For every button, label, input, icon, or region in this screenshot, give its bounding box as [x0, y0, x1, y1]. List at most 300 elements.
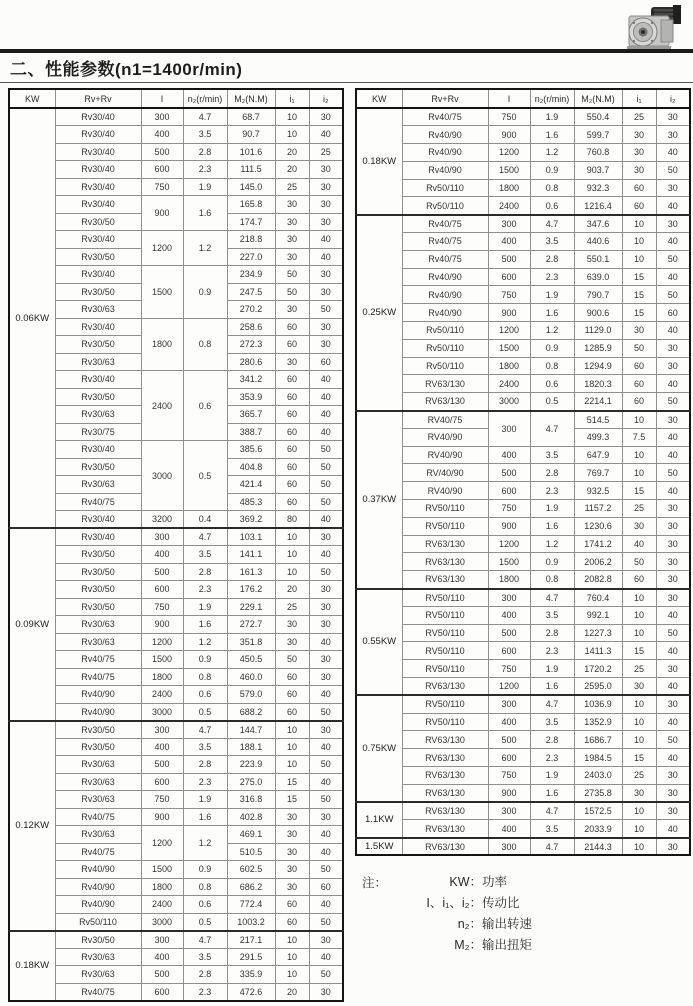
value-cell: 30: [275, 213, 309, 231]
value-cell: 30: [309, 651, 343, 669]
value-cell: 769.7: [574, 464, 622, 482]
value-cell: 291.5: [227, 948, 275, 966]
value-cell: 40: [309, 126, 343, 144]
value-cell: 599.7: [574, 126, 622, 144]
table-row: [356, 589, 690, 607]
value-cell: 144.7: [227, 721, 275, 739]
value-cell: 20: [275, 143, 309, 161]
note-term: n₂：: [457, 917, 482, 931]
value-cell: 275.0: [227, 773, 275, 791]
value-cell: 10: [622, 695, 656, 713]
top-divider: [0, 49, 693, 53]
model-cell: RV63/130: [402, 571, 488, 589]
value-cell: 400: [141, 126, 183, 144]
value-cell: 2.8: [183, 563, 227, 581]
value-cell: 40: [309, 948, 343, 966]
value-cell: 30: [275, 248, 309, 266]
value-cell: 258.6: [227, 318, 275, 336]
value-cell: 30: [309, 721, 343, 739]
value-cell: 10: [622, 589, 656, 607]
value-cell: 300: [141, 528, 183, 546]
value-cell: 50: [656, 393, 690, 411]
table-row: [356, 731, 690, 749]
value-cell: 3.5: [183, 126, 227, 144]
value-cell: 30: [309, 108, 343, 126]
table-row: [9, 861, 343, 879]
value-cell: 0.5: [183, 703, 227, 721]
value-cell: 400: [488, 446, 530, 464]
model-cell: Rv30/40: [55, 528, 141, 546]
model-cell: Rv30/40: [55, 266, 141, 284]
value-cell: 10: [275, 546, 309, 564]
table-row: [9, 598, 343, 616]
value-cell: 1500: [141, 861, 183, 879]
model-cell: RV63/130: [402, 535, 488, 553]
value-cell: 30: [309, 336, 343, 354]
value-cell: 10: [275, 721, 309, 739]
value-cell: 469.1: [227, 826, 275, 844]
value-cell: 20: [275, 161, 309, 179]
table-row: [356, 197, 690, 215]
table-row: [9, 633, 343, 651]
value-cell: 500: [141, 563, 183, 581]
value-cell: 40: [309, 423, 343, 441]
value-cell: 1200: [488, 322, 530, 340]
value-cell: 2.8: [530, 464, 574, 482]
model-cell: Rv30/63: [55, 791, 141, 809]
model-cell: Rv40/90: [55, 686, 141, 704]
table-row: [356, 161, 690, 179]
model-cell: RV50/110: [402, 624, 488, 642]
value-cell: 30: [309, 598, 343, 616]
value-cell: 4.7: [183, 931, 227, 949]
value-cell: 10: [275, 966, 309, 984]
value-cell: 60: [275, 441, 309, 459]
value-cell: 30: [622, 678, 656, 696]
column-header: i₁: [622, 89, 656, 108]
note-term: KW：: [449, 875, 482, 889]
table-row: [9, 528, 343, 546]
model-cell: Rv30/40: [55, 126, 141, 144]
value-cell: 30: [309, 616, 343, 634]
value-cell: 3.5: [183, 546, 227, 564]
value-cell: 0.6: [183, 371, 227, 441]
value-cell: 2.8: [530, 624, 574, 642]
value-cell: 3.5: [530, 446, 574, 464]
model-cell: RV50/110: [402, 589, 488, 607]
value-cell: 30: [275, 616, 309, 634]
column-header: n₂(r/min): [183, 89, 227, 108]
kw-group-label: 1.1KW: [356, 802, 402, 838]
value-cell: 10: [622, 802, 656, 820]
value-cell: 300: [141, 721, 183, 739]
value-cell: 25: [309, 143, 343, 161]
value-cell: 2.3: [183, 581, 227, 599]
value-cell: 0.8: [530, 357, 574, 375]
value-cell: 30: [309, 668, 343, 686]
value-cell: 750: [488, 286, 530, 304]
value-cell: 1500: [488, 339, 530, 357]
table-row: [356, 553, 690, 571]
value-cell: 440.6: [574, 233, 622, 251]
table-row: [9, 808, 343, 826]
value-cell: 4.7: [530, 215, 574, 233]
value-cell: 760.8: [574, 144, 622, 162]
model-cell: Rv40/75: [55, 493, 141, 511]
value-cell: 1820.3: [574, 375, 622, 393]
value-cell: 30: [656, 571, 690, 589]
column-header: I: [141, 89, 183, 108]
value-cell: 30: [275, 633, 309, 651]
value-cell: 1.6: [530, 304, 574, 322]
value-cell: 30: [656, 660, 690, 678]
worm-gearbox-icon: [607, 4, 687, 52]
value-cell: 60: [275, 686, 309, 704]
table-row: [9, 161, 343, 179]
value-cell: 2.3: [530, 749, 574, 767]
value-cell: 30: [309, 931, 343, 949]
model-cell: Rv30/40: [55, 108, 141, 126]
value-cell: 2.8: [183, 756, 227, 774]
value-cell: 400: [488, 606, 530, 624]
value-cell: 30: [622, 322, 656, 340]
value-cell: 1230.6: [574, 517, 622, 535]
value-cell: 50: [656, 286, 690, 304]
value-cell: 992.1: [574, 606, 622, 624]
model-cell: Rv50/110: [402, 322, 488, 340]
note-item: [390, 893, 532, 914]
value-cell: 60: [275, 336, 309, 354]
value-cell: 40: [309, 511, 343, 529]
note-definition: 输出转速: [482, 917, 533, 931]
value-cell: 750: [488, 500, 530, 518]
value-cell: 101.6: [227, 143, 275, 161]
table-row: [356, 375, 690, 393]
value-cell: 25: [275, 598, 309, 616]
model-cell: Rv30/50: [55, 721, 141, 739]
value-cell: 15: [622, 482, 656, 500]
value-cell: 353.9: [227, 388, 275, 406]
value-cell: 760.4: [574, 589, 622, 607]
table-row: [356, 179, 690, 197]
value-cell: 30: [656, 179, 690, 197]
value-cell: 234.9: [227, 266, 275, 284]
table-row: [356, 695, 690, 713]
value-cell: 932.5: [574, 482, 622, 500]
value-cell: 600: [488, 749, 530, 767]
table-row: [356, 571, 690, 589]
value-cell: 2082.8: [574, 571, 622, 589]
value-cell: 0.8: [530, 179, 574, 197]
value-cell: 30: [656, 535, 690, 553]
kw-group-label: 0.12KW: [9, 721, 55, 931]
value-cell: 2.3: [530, 482, 574, 500]
value-cell: 217.1: [227, 931, 275, 949]
value-cell: 3200: [141, 511, 183, 529]
value-cell: 30: [275, 301, 309, 319]
model-cell: Rv40/75: [402, 108, 488, 126]
value-cell: 60: [622, 375, 656, 393]
value-cell: 30: [275, 808, 309, 826]
model-cell: RV40/90: [402, 482, 488, 500]
value-cell: 1800: [488, 179, 530, 197]
value-cell: 60: [275, 318, 309, 336]
value-cell: 50: [275, 283, 309, 301]
value-cell: 3.5: [530, 713, 574, 731]
model-cell: RV50/110: [402, 606, 488, 624]
value-cell: 10: [275, 563, 309, 581]
value-cell: 60: [622, 571, 656, 589]
kw-group-label: 0.18KW: [9, 931, 55, 1001]
value-cell: 30: [622, 784, 656, 802]
table-row: [9, 126, 343, 144]
value-cell: 600: [488, 268, 530, 286]
value-cell: 50: [622, 553, 656, 571]
value-cell: 300: [141, 931, 183, 949]
value-cell: 1.9: [183, 791, 227, 809]
value-cell: 0.8: [530, 571, 574, 589]
value-cell: 10: [275, 528, 309, 546]
value-cell: 1.9: [530, 660, 574, 678]
value-cell: 60: [275, 668, 309, 686]
table-row: [9, 318, 343, 336]
value-cell: 1.9: [183, 598, 227, 616]
value-cell: 1.2: [530, 535, 574, 553]
value-cell: 2214.1: [574, 393, 622, 411]
value-cell: 0.8: [183, 668, 227, 686]
value-cell: 602.5: [227, 861, 275, 879]
value-cell: 30: [622, 517, 656, 535]
value-cell: 272.3: [227, 336, 275, 354]
value-cell: 176.2: [227, 581, 275, 599]
value-cell: 40: [656, 606, 690, 624]
value-cell: 750: [141, 791, 183, 809]
value-cell: 1.6: [183, 808, 227, 826]
value-cell: 385.6: [227, 441, 275, 459]
value-cell: 903.7: [574, 161, 622, 179]
value-cell: 111.5: [227, 161, 275, 179]
value-cell: 900: [141, 808, 183, 826]
table-row: [356, 250, 690, 268]
value-cell: 1216.4: [574, 197, 622, 215]
value-cell: 40: [309, 388, 343, 406]
value-cell: 2400: [488, 375, 530, 393]
table-row: [356, 517, 690, 535]
value-cell: 4.7: [183, 108, 227, 126]
value-cell: 15: [622, 286, 656, 304]
model-cell: Rv30/63: [55, 756, 141, 774]
value-cell: 40: [656, 678, 690, 696]
value-cell: 60: [275, 476, 309, 494]
value-cell: 30: [275, 843, 309, 861]
value-cell: 1003.2: [227, 913, 275, 931]
note-term: M₂：: [454, 938, 482, 952]
table-row: [9, 196, 343, 214]
kw-group-label: 0.37KW: [356, 411, 402, 589]
value-cell: 1.9: [530, 766, 574, 784]
model-cell: Rv50/110: [402, 357, 488, 375]
table-row: [9, 143, 343, 161]
value-cell: 25: [275, 178, 309, 196]
value-cell: 10: [622, 713, 656, 731]
value-cell: 40: [309, 633, 343, 651]
table-row: [9, 668, 343, 686]
value-cell: 647.9: [574, 446, 622, 464]
table-row: [9, 931, 343, 949]
table-row: [9, 756, 343, 774]
value-cell: 3.5: [530, 820, 574, 838]
value-cell: 10: [275, 931, 309, 949]
value-cell: 2735.8: [574, 784, 622, 802]
table-row: [9, 511, 343, 529]
value-cell: 2.8: [530, 250, 574, 268]
table-row: [9, 966, 343, 984]
model-cell: Rv30/50: [55, 546, 141, 564]
value-cell: 50: [656, 464, 690, 482]
value-cell: 30: [275, 231, 309, 249]
value-cell: 1200: [488, 678, 530, 696]
table-row: [9, 441, 343, 459]
value-cell: 500: [488, 250, 530, 268]
model-cell: Rv30/63: [55, 826, 141, 844]
value-cell: 10: [622, 820, 656, 838]
table-row: [9, 913, 343, 931]
model-cell: RV40/90: [402, 446, 488, 464]
value-cell: 460.0: [227, 668, 275, 686]
table-row: [9, 686, 343, 704]
value-cell: 60: [275, 703, 309, 721]
value-cell: 30: [622, 161, 656, 179]
value-cell: 30: [275, 826, 309, 844]
model-cell: Rv30/40: [55, 511, 141, 529]
model-cell: Rv30/63: [55, 476, 141, 494]
table-row: [356, 339, 690, 357]
model-cell: Rv30/63: [55, 633, 141, 651]
value-cell: 30: [656, 553, 690, 571]
value-cell: 30: [656, 589, 690, 607]
value-cell: 2.8: [183, 143, 227, 161]
value-cell: 20: [275, 581, 309, 599]
value-cell: 2.3: [183, 161, 227, 179]
model-cell: RV63/130: [402, 393, 488, 411]
value-cell: 50: [309, 563, 343, 581]
value-cell: 218.8: [227, 231, 275, 249]
model-cell: Rv40/75: [55, 651, 141, 669]
value-cell: 472.6: [227, 983, 275, 1001]
table-row: [9, 983, 343, 1001]
value-cell: 50: [309, 791, 343, 809]
value-cell: 0.4: [183, 511, 227, 529]
model-cell: Rv30/50: [55, 931, 141, 949]
model-cell: RV50/110: [402, 713, 488, 731]
table-row: [9, 896, 343, 914]
value-cell: 10: [275, 108, 309, 126]
value-cell: 15: [622, 642, 656, 660]
value-cell: 1.9: [530, 286, 574, 304]
value-cell: 1157.2: [574, 500, 622, 518]
value-cell: 50: [309, 913, 343, 931]
value-cell: 50: [309, 441, 343, 459]
value-cell: 10: [622, 411, 656, 429]
value-cell: 30: [656, 838, 690, 856]
value-cell: 25: [622, 660, 656, 678]
value-cell: 0.6: [530, 375, 574, 393]
value-cell: 40: [656, 375, 690, 393]
value-cell: 4.7: [530, 695, 574, 713]
value-cell: 900: [488, 304, 530, 322]
value-cell: 40: [309, 896, 343, 914]
value-cell: 1200: [141, 633, 183, 651]
value-cell: 0.9: [183, 651, 227, 669]
value-cell: 600: [141, 581, 183, 599]
value-cell: 30: [656, 357, 690, 375]
table-row: [356, 322, 690, 340]
value-cell: 514.5: [574, 411, 622, 429]
value-cell: 1.6: [183, 196, 227, 231]
value-cell: 341.2: [227, 371, 275, 389]
table-row: [356, 464, 690, 482]
value-cell: 30: [622, 144, 656, 162]
model-cell: Rv30/40: [55, 161, 141, 179]
value-cell: 0.5: [183, 441, 227, 511]
value-cell: 40: [656, 482, 690, 500]
table-row: [9, 773, 343, 791]
value-cell: 0.9: [530, 553, 574, 571]
value-cell: 2033.9: [574, 820, 622, 838]
value-cell: 50: [309, 703, 343, 721]
value-cell: 300: [488, 802, 530, 820]
model-cell: RV40/90: [402, 428, 488, 446]
note-item: [390, 872, 532, 893]
value-cell: 50: [309, 301, 343, 319]
value-cell: 50: [309, 861, 343, 879]
kw-group-label: 0.75KW: [356, 695, 402, 802]
value-cell: 347.6: [574, 215, 622, 233]
value-cell: 790.7: [574, 286, 622, 304]
model-cell: Rv30/40: [55, 371, 141, 389]
value-cell: 1.6: [530, 517, 574, 535]
table-row: [9, 546, 343, 564]
value-cell: 25: [622, 500, 656, 518]
value-cell: 4.7: [183, 528, 227, 546]
value-cell: 500: [141, 143, 183, 161]
value-cell: 15: [275, 791, 309, 809]
value-cell: 4.7: [530, 589, 574, 607]
value-cell: 1800: [141, 668, 183, 686]
model-cell: Rv40/75: [55, 808, 141, 826]
value-cell: 1741.2: [574, 535, 622, 553]
kw-group-label: 0.06KW: [9, 108, 55, 528]
gearbox-product-photo: [607, 4, 687, 52]
model-cell: Rv30/63: [55, 773, 141, 791]
model-cell: Rv30/40: [55, 231, 141, 249]
model-cell: Rv30/40: [55, 178, 141, 196]
page-title: 二、性能参数(n1=1400r/min): [10, 60, 243, 79]
value-cell: 227.0: [227, 248, 275, 266]
table-row: [356, 500, 690, 518]
value-cell: 3000: [141, 441, 183, 511]
value-cell: 900: [488, 126, 530, 144]
value-cell: 40: [656, 233, 690, 251]
value-cell: 400: [141, 738, 183, 756]
value-cell: 40: [656, 713, 690, 731]
value-cell: 10: [275, 738, 309, 756]
value-cell: 686.2: [227, 878, 275, 896]
value-cell: 0.8: [183, 318, 227, 371]
value-cell: 50: [309, 458, 343, 476]
value-cell: 1.9: [183, 178, 227, 196]
value-cell: 30: [309, 213, 343, 231]
